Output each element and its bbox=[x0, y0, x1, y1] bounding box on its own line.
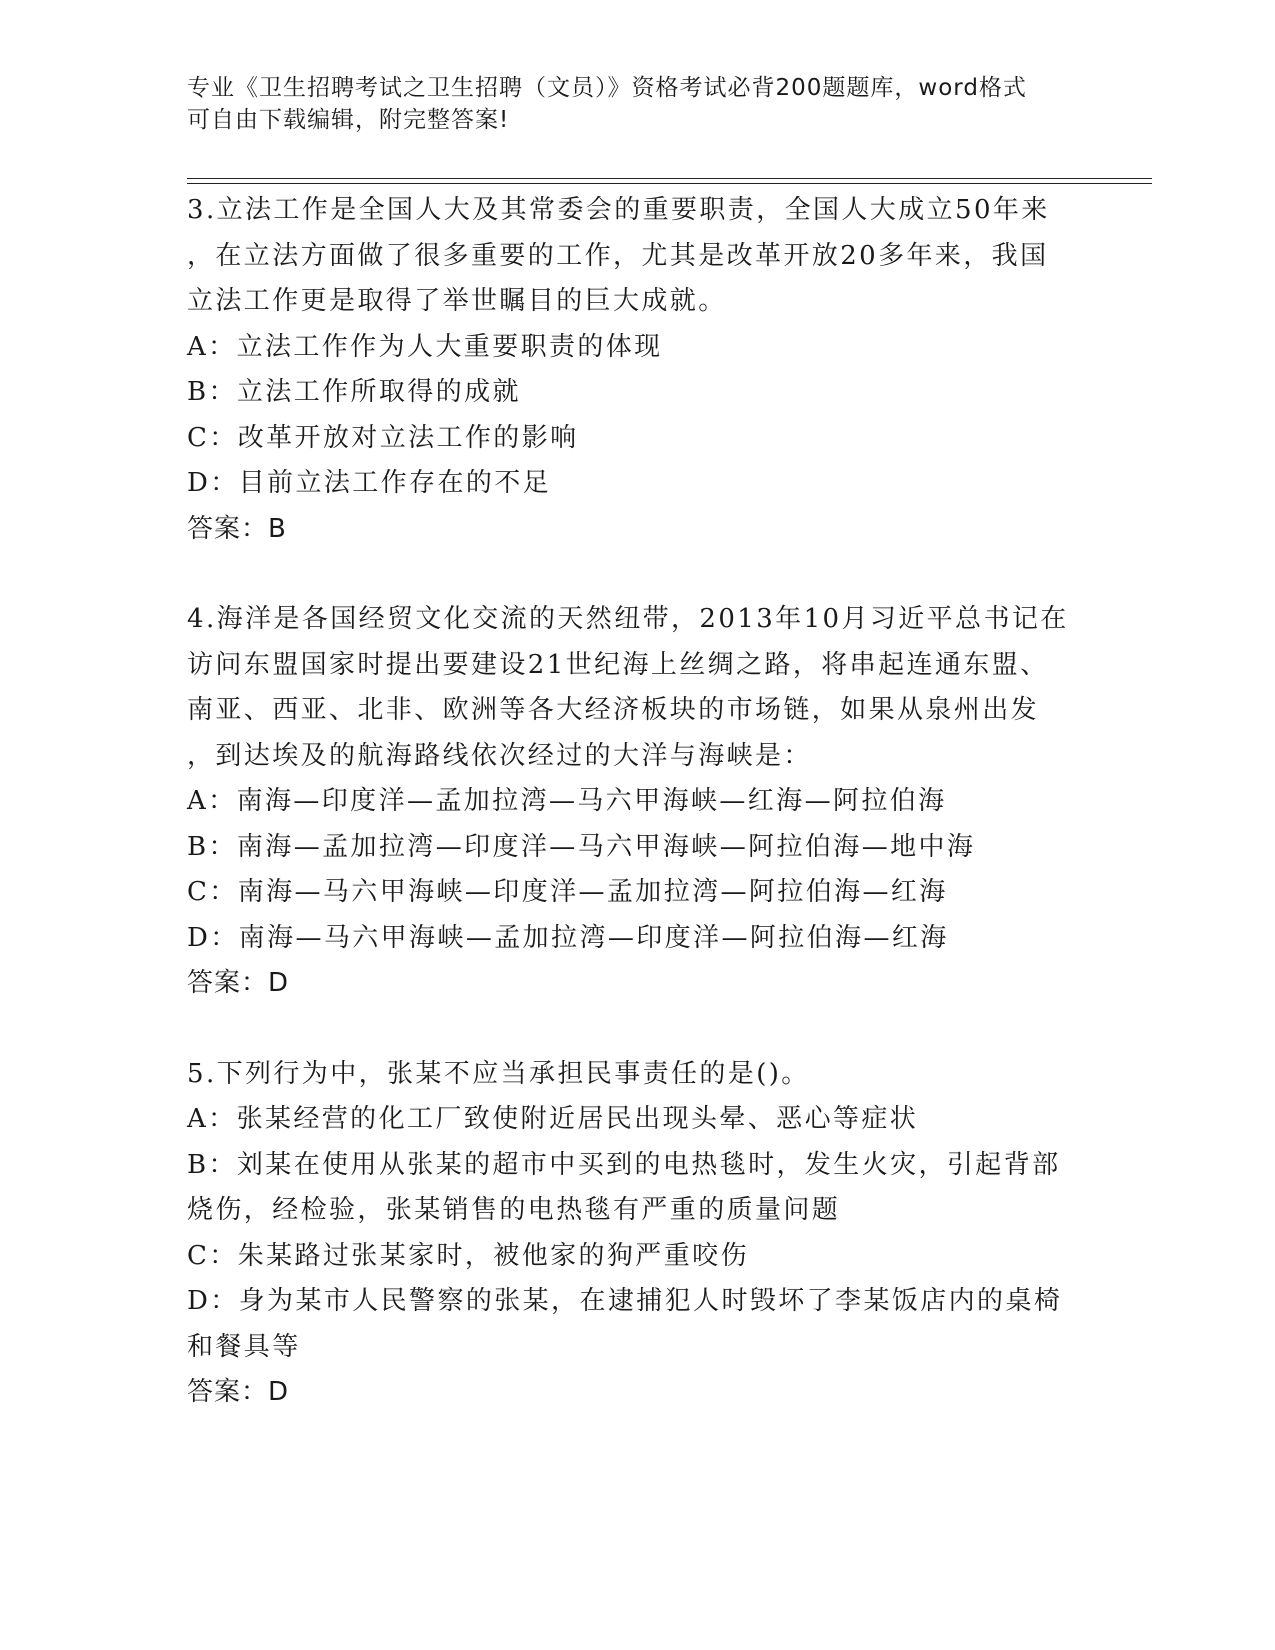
question-block bbox=[187, 188, 1087, 552]
header-divider bbox=[187, 183, 1152, 184]
option-c: C：朱某路过张某家时，被他家的狗严重咬伤 bbox=[187, 1240, 749, 1271]
option-d: D：南海—马六甲海峡—孟加拉湾—印度洋—阿拉伯海—红海 bbox=[187, 922, 949, 953]
question-stem-line: 立法工作更是取得了举世瞩目的巨大成就。 bbox=[187, 286, 727, 316]
option-d-continued: 和餐具等 bbox=[187, 1331, 301, 1362]
question-stem-line: 4.海洋是各国经贸文化交流的天然纽带，2013年10月习近平总书记在 bbox=[187, 604, 1069, 634]
question-stem-line: 5.下列行为中，张某不应当承担民事责任的是()。 bbox=[187, 1058, 810, 1089]
question-list bbox=[187, 188, 1087, 1461]
answer-line: 答案：D bbox=[187, 1377, 290, 1407]
answer-line: 答案：B bbox=[187, 513, 287, 544]
document-header bbox=[187, 72, 1067, 136]
question-stem-line: ，在立法方面做了很多重要的工作，尤其是改革开放20多年来，我国 bbox=[187, 240, 1049, 271]
answer-line: 答案：D bbox=[187, 968, 290, 998]
option-a: A：立法工作作为人大重要职责的体现 bbox=[187, 331, 663, 362]
header-line: 可自由下载编辑，附完整答案! bbox=[187, 107, 510, 133]
option-a: A：南海—印度洋—孟加拉湾—马六甲海峡—红海—阿拉伯海 bbox=[187, 786, 947, 816]
option-b: B：立法工作所取得的成就 bbox=[187, 377, 521, 407]
question-block bbox=[187, 1052, 1087, 1416]
question-block bbox=[187, 597, 1087, 1007]
question-stem-line: ，到达埃及的航海路线依次经过的大洋与海峡是： bbox=[187, 740, 812, 771]
header-divider bbox=[187, 178, 1152, 179]
option-d: D：身为某市人民警察的张某，在逮捕犯人时毁坏了李某饭店内的桌椅 bbox=[187, 1286, 1063, 1316]
option-b: B：南海—孟加拉湾—印度洋—马六甲海峡—阿拉伯海—地中海 bbox=[187, 831, 976, 862]
option-c: C：改革开放对立法工作的影响 bbox=[187, 422, 579, 453]
question-stem-line: 3.立法工作是全国人大及其常委会的重要职责，全国人大成立50年来 bbox=[187, 195, 1050, 225]
option-c: C：南海—马六甲海峡—印度洋—孟加拉湾—阿拉伯海—红海 bbox=[187, 877, 948, 907]
option-b-continued: 烧伤，经检验，张某销售的电热毯有严重的质量问题 bbox=[187, 1195, 841, 1225]
option-d: D：目前立法工作存在的不足 bbox=[187, 468, 552, 498]
question-stem-line: 访问东盟国家时提出要建设21世纪海上丝绸之路，将串起连通东盟、 bbox=[187, 649, 1049, 680]
option-a: A：张某经营的化工厂致使附近居民出现头晕、恶心等症状 bbox=[187, 1104, 919, 1134]
header-line: 专业《卫生招聘考试之卫生招聘（文员）》资格考试必背200题题库，word格式 bbox=[187, 75, 1027, 101]
option-b: B：刘某在使用从张某的超市中买到的电热毯时，发生火灾，引起背部 bbox=[187, 1149, 1061, 1180]
question-stem-line: 南亚、西亚、北非、欧洲等各大经济板块的市场链，如果从泉州出发 bbox=[187, 695, 1040, 725]
